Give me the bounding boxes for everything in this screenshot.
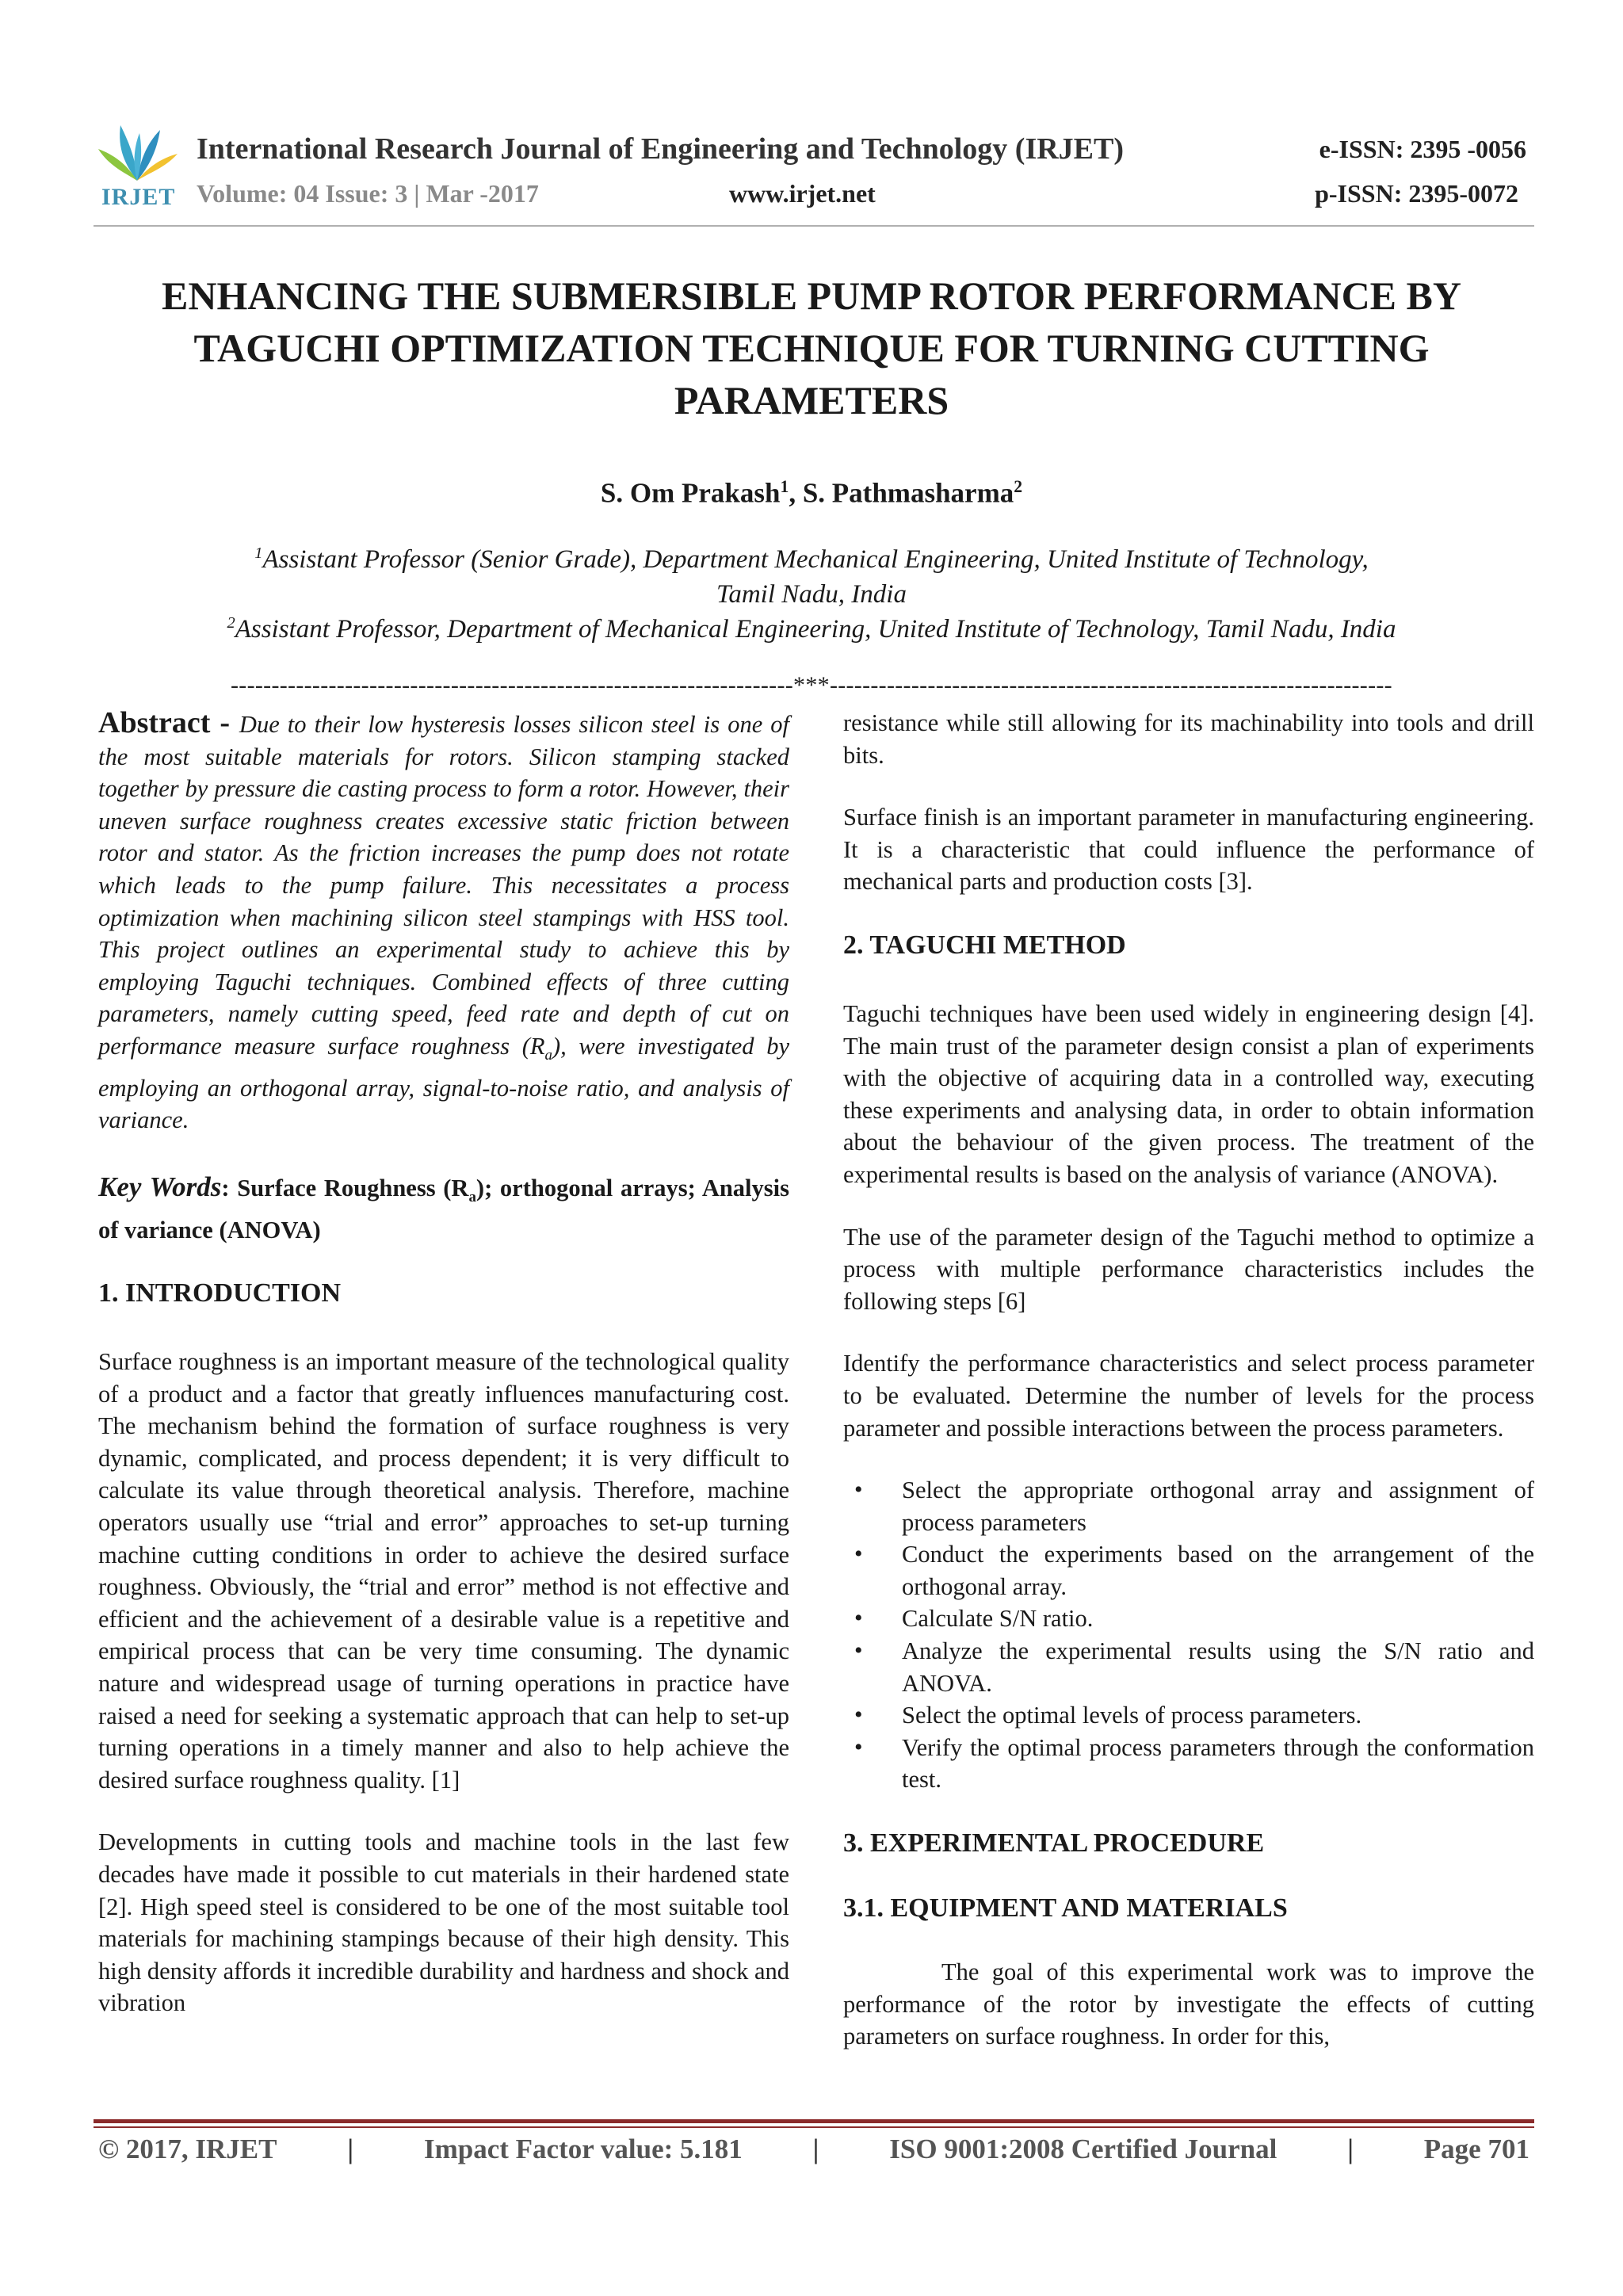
paragraph: Identify the performance characteristics and select process parameter to be evaluated. Determine the number of levels for the process parameter and possible interactions between the process parameters. — [843, 1350, 1534, 1442]
list-item — [843, 1635, 1534, 1699]
journal-title: International Research Journal of Engineering and Technology (IRJET) — [197, 132, 1125, 166]
paragraph: Taguchi techniques have been used widely in engineering design [4]. The main trust of the parameter design consist a plan of experiments with the objective of acquiring data in a controlled way, executing these experiments and analysing data, in order to obtain information about the behaviour of the given process. The treatment of the experimental results is based on the analysis of variance (ANOVA). — [843, 999, 1534, 1188]
paragraph: Developments in cutting tools and machine tools in the last few decades have made it possible to cut materials in their hardened state [2]. High speed steel is considered to be one of the most suitable tool materials for machining stampings because of their high density. This high density affords it incredible durability and hardness and shock and vibration — [98, 1828, 789, 2017]
volume-issue: Volume: 04 Issue: 3 | Mar -2017 — [197, 179, 539, 208]
abstract-text-part: Due to their low hysteresis losses silicon steel is one of the most suitable materials for rotors. Silicon stamping stacked together by pressure die casting process to form a rotor. However, their uneven surface roughness creates excessive static friction between rotor and stator. As the friction increases the pump does not rotate which leads to the pump failure. This necessitates a process optimization when machining silicon steel stampings with HSS tool. This project outlines an experimental study to achieve this by employing Taguchi techniques. Combined effects of three cutting parameters, namely cutting speed, feed rate and depth of cut on performance measure surface roughness (R — [98, 711, 790, 1060]
subsection-heading-equipment: 3.1. EQUIPMENT AND MATERIALS — [843, 1893, 1288, 1924]
list-item-text: Conduct the experiments based on the arrangement of the orthogonal array. — [902, 1541, 1534, 1600]
page-footer — [98, 2134, 1529, 2165]
abstract-subscript: a — [544, 1047, 552, 1064]
abstract-heading: Abstract - — [98, 706, 239, 739]
affiliation-2 — [94, 606, 1529, 647]
impact-factor: Impact Factor value: 5.181 — [423, 2134, 743, 2164]
list-item — [843, 1732, 1534, 1796]
taguchi-steps-list — [843, 1474, 1534, 1796]
paragraph: Surface roughness is an important measure of the technological quality of a product and a factor that greatly influences manufacturing cost. The mechanism behind the formation of surface roughness is very dynamic, complicated, and process dependent; it is very difficult to calculate its value through theoretical analysis. Therefore, machine operators usually use “trial and error” approaches to set-up turning machine cutting conditions in order to achieve the desired surface roughness. Obviously, the “trial and error” method is not effective and efficient and the achievement of a desirable value is a repetitive and empirical process that can be very time consuming. The dynamic nature and widespread usage of turning operations in practice have raised a need for seeking a systematic approach that can help to set-up turning operations in a timely manner and also to help achieve the desired surface roughness quality. [1] — [98, 1348, 789, 1794]
affiliation-superscript: 1 — [254, 544, 263, 562]
footer-separator: | — [347, 2134, 354, 2164]
keywords-colon: : — [221, 1174, 238, 1201]
list-item-text: Select the optimal levels of process parameters. — [902, 1702, 1362, 1729]
paragraph-continued: resistance while still allowing for its machinability into tools and drill bits. — [843, 709, 1534, 769]
right-column — [843, 707, 1534, 2053]
affiliation-superscript: 2 — [227, 614, 235, 632]
bullet-icon: • — [854, 1637, 863, 1664]
affiliation-text: Assistant Professor (Senior Grade), Department Mechanical Engineering, United Institute of Technology, — [262, 545, 1369, 574]
paragraph: The goal of this experimental work was to improve the performance of the rotor by investigate the effects of cutting parameters on surface roughness. In order for this, — [843, 1958, 1534, 2050]
list-item-text: Verify the optimal process parameters through the conformation test. — [902, 1733, 1534, 1794]
section-heading-introduction: 1. INTRODUCTION — [98, 1278, 342, 1308]
abstract — [98, 707, 789, 1137]
website-link[interactable]: www.irjet.net — [729, 179, 876, 208]
e-issn: e-ISSN: 2395 -0056 — [1319, 135, 1526, 163]
title-line: TAGUCHI OPTIMIZATION TECHNIQUE FOR TURNING CUTTING — [193, 326, 1430, 370]
p-issn: p-ISSN: 2395-0072 — [1315, 179, 1518, 208]
bullet-icon: • — [854, 1605, 863, 1632]
logo-text: IRJET — [101, 184, 176, 210]
paragraph: Surface finish is an important parameter in manufacturing engineering. It is a characteristic that could influence the performance of mechanical parts and production costs [3]. — [843, 804, 1534, 896]
list-item — [843, 1474, 1534, 1538]
section-heading-taguchi: 2. TAGUCHI METHOD — [843, 930, 1126, 960]
keywords-text-part: ); orthogonal arrays; Analysis of variance (ANOVA) — [98, 1174, 789, 1244]
copyright: © 2017, IRJET — [98, 2134, 277, 2164]
keywords-subscript: a — [468, 1188, 476, 1205]
author-name: S. Pathmasharma — [802, 477, 1014, 509]
iso-certification: ISO 9001:2008 Certified Journal — [889, 2134, 1277, 2164]
paragraph: The use of the parameter design of the Taguchi method to optimize a process with multiple performance characteristics includes the following steps [6] — [843, 1223, 1534, 1315]
affiliation-text: Assistant Professor, Department of Mechanical Engineering, United Institute of Technology, Tamil Nadu, India — [235, 615, 1396, 644]
affiliation-text: Tamil Nadu, India — [716, 580, 907, 609]
title-line: ENHANCING THE SUBMERSIBLE PUMP ROTOR PERFORMANCE BY — [162, 273, 1461, 318]
list-item — [843, 1699, 1534, 1732]
abstract-text — [98, 711, 789, 1133]
author-name: S. Om Prakash — [600, 477, 781, 509]
title-line: PARAMETERS — [674, 378, 949, 422]
section-heading-experimental: 3. EXPERIMENTAL PROCEDURE — [843, 1828, 1265, 1859]
page-number: Page 701 — [1423, 2134, 1529, 2164]
list-item-text: Calculate S/N ratio. — [902, 1605, 1094, 1633]
bullet-icon: • — [854, 1733, 863, 1760]
paper-title — [94, 269, 1529, 426]
keywords-heading: Key Words — [98, 1171, 222, 1202]
list-item — [843, 1538, 1534, 1603]
footer-separator: | — [1347, 2134, 1354, 2164]
bullet-icon: • — [854, 1477, 863, 1503]
keywords — [98, 1171, 789, 1246]
affiliation-1 — [94, 536, 1529, 612]
left-column — [98, 707, 789, 2019]
list-item-text: Analyze the experimental results using the S/N ratio and ANOVA. — [902, 1637, 1534, 1697]
list-item-text: Select the appropriate orthogonal array and assignment of process parameters — [902, 1477, 1534, 1536]
irjet-logo — [94, 117, 181, 212]
footer-separator: | — [812, 2134, 819, 2164]
bullet-icon: • — [854, 1702, 863, 1729]
author-list — [94, 477, 1529, 510]
footer-rule — [94, 2126, 1534, 2128]
author-superscript: 2 — [1014, 477, 1023, 496]
section-divider: ---------------------------------------------------------------------***--------------------------------------------------------------------- — [231, 672, 1392, 698]
header-divider — [94, 225, 1534, 227]
author-superscript: 1 — [780, 477, 789, 496]
footer-rule — [94, 2119, 1534, 2123]
bullet-icon: • — [854, 1541, 863, 1568]
list-item — [843, 1603, 1534, 1635]
keywords-text-part: Surface Roughness (R — [237, 1174, 469, 1201]
abstract-text-part: ), were investigated by employing an orthogonal array, signal-to-noise ratio, and analysis of variance. — [98, 1032, 789, 1134]
author-separator: , — [789, 477, 803, 509]
logo-leaves-icon — [94, 117, 181, 189]
